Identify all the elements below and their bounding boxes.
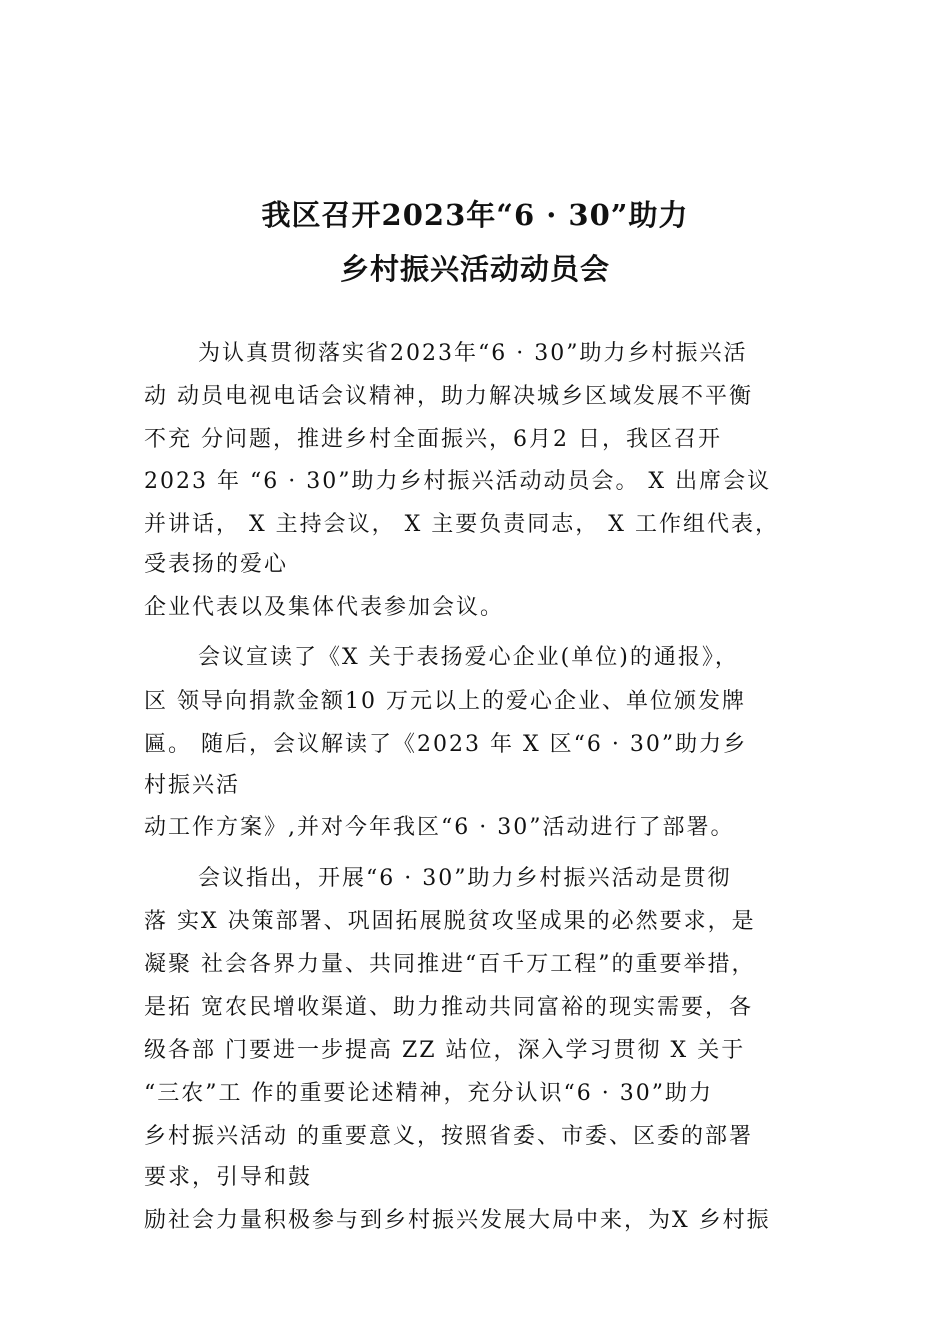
paragraph-1-line-5: 并讲话， X 主持会议， X 主要负责同志， X 工作组代表， bbox=[144, 512, 779, 537]
paragraph-1-line-2: 动 动员电视电话会议精神，助力解决城乡区域发展不平衡 bbox=[144, 384, 753, 409]
paragraph-1-line-7: 企业代表以及集体代表参加会议。 bbox=[144, 595, 505, 620]
paragraph-2-line-4: 村振兴活 bbox=[144, 773, 241, 798]
paragraph-3-line-5: 级各部 门要进一步提高 ZZ 站位，深入学习贯彻 X 关于 bbox=[144, 1038, 746, 1063]
paragraph-2-line-2: 区 领导向捐款金额10 万元以上的爱心企业、单位颁发牌 bbox=[144, 689, 746, 714]
paragraph-3-line-8: 要求，引导和鼓 bbox=[144, 1165, 313, 1190]
paragraph-1-line-4: 2023 年 “6 · 30”助力乡村振兴活动动员会。 X 出席会议 bbox=[144, 469, 772, 494]
paragraph-1-line-6: 受表扬的爱心 bbox=[144, 552, 289, 577]
paragraph-2-line-5: 动工作方案》,并对今年我区“6 · 30”活动进行了部署。 bbox=[144, 815, 735, 840]
paragraph-3-line-6: “三农”工 作的重要论述精神，充分认识“6 · 30”助力 bbox=[144, 1081, 713, 1106]
paragraph-2-line-1: 会议宣读了《X 关于表扬爱心企业(单位)的通报》， bbox=[198, 645, 739, 670]
paragraph-3-line-2: 落 实X 决策部署、巩固拓展脱贫攻坚成果的必然要求，是 bbox=[144, 909, 756, 934]
document-title-line-1: 我区召开2023年“6 · 30”助力 bbox=[261, 198, 689, 232]
paragraph-2-line-3: 匾。 随后，会议解读了《2023 年 X 区“6 · 30”助力乡 bbox=[144, 732, 748, 757]
paragraph-1-line-3: 不充 分问题，推进乡村全面振兴，6月2 日，我区召开 bbox=[144, 427, 722, 452]
paragraph-1-line-1: 为认真贯彻落实省2023年“6 · 30”助力乡村振兴活 bbox=[198, 341, 748, 366]
document-title-line-2: 乡村振兴活动动员会 bbox=[339, 252, 610, 286]
paragraph-3-line-4: 是拓 宽农民增收渠道、助力推动共同富裕的现实需要，各 bbox=[144, 995, 753, 1020]
paragraph-3-line-1: 会议指出，开展“6 · 30”助力乡村振兴活动是贯彻 bbox=[198, 866, 732, 891]
paragraph-3-line-9: 励社会力量积极参与到乡村振兴发展大局中来，为X 乡村振 bbox=[144, 1208, 771, 1233]
paragraph-3-line-7: 乡村振兴活动 的重要意义，按照省委、市委、区委的部署 bbox=[144, 1124, 753, 1149]
paragraph-3-line-3: 凝聚 社会各界力量、共同推进“百千万工程”的重要举措， bbox=[144, 952, 756, 977]
